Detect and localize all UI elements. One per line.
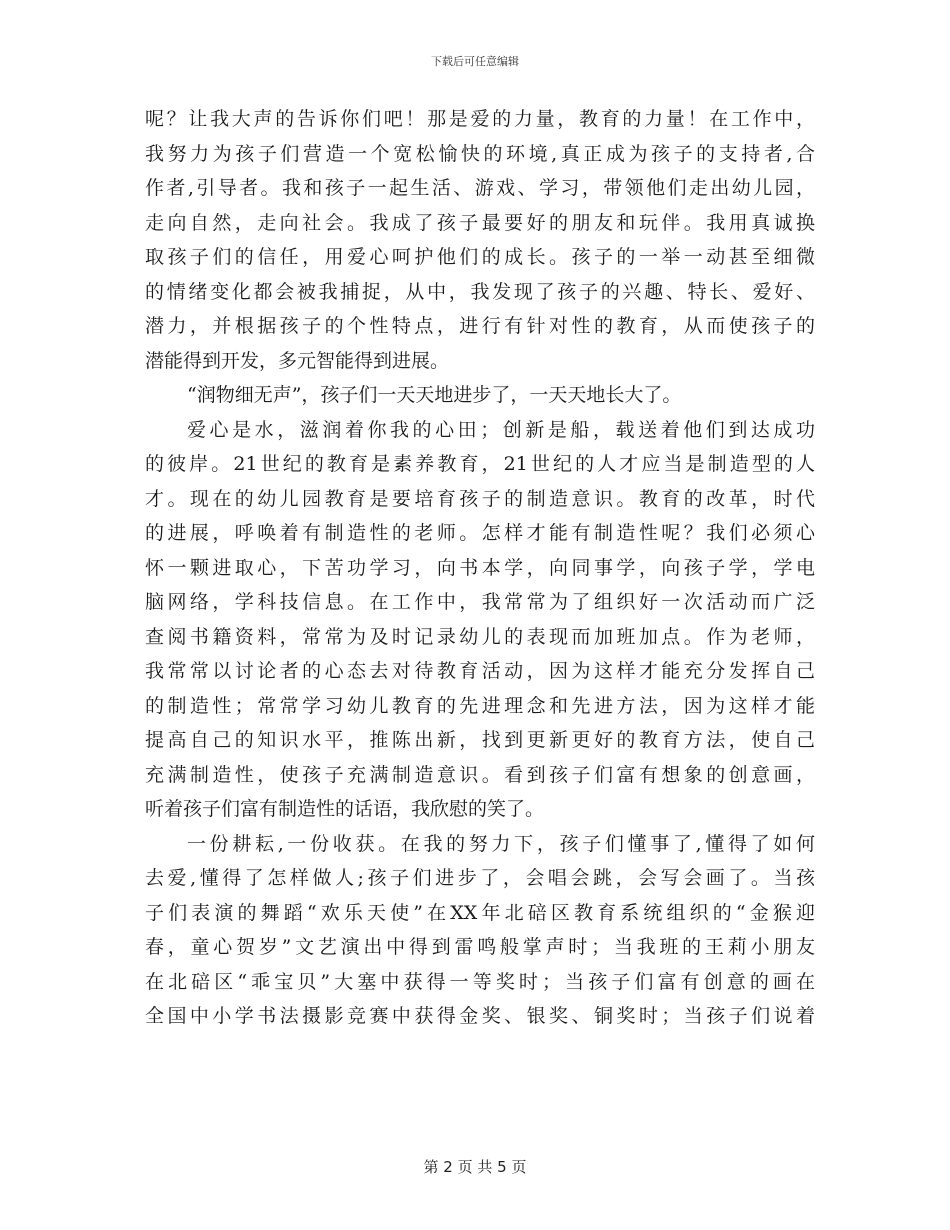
paragraph-4-line-6: 全国中小学书法摄影竞赛中获得金奖、银奖、铜奖时；当孩子们说着 (145, 1005, 815, 1027)
paragraph-3-line-4: 的进展，呼唤着有制造性的老师。怎样才能有制造性呢？我们必须心 (145, 522, 815, 544)
page-header-note: 下载后可任意编辑 (431, 55, 519, 68)
paragraph-3-line-7: 查阅书籍资料，常常为及时记录幼儿的表现而加班加点。作为老师， (145, 625, 815, 648)
paragraph-3-line-11: 充满制造性，使孩子充满制造意识。看到孩子们富有想象的创意画， (145, 763, 815, 786)
paragraph-1-line-5: 取孩子们的信任，用爱心呵护他们的成长。孩子的一举一动甚至细微 (145, 246, 815, 268)
paragraph-3-line-9: 的制造性；常常学习幼儿教育的先进理念和先进方法，因为这样才能 (145, 694, 815, 717)
paragraph-4-line-2: 去爱,懂得了怎样做人;孩子们进步了，会唱会跳，会写会画了。当孩 (145, 867, 815, 889)
paragraph-1-line-1: 呢？让我大声的告诉你们吧！那是爱的力量，教育的力量！在工作中， (145, 108, 815, 130)
paragraph-4-line-5: 在北碚区“乖宝贝”大塞中获得一等奖时；当孩子们富有创意的画在 (145, 970, 815, 993)
paragraph-1-line-3: 作者,引导者。我和孩子一起生活、游戏、学习，带领他们走出幼儿园， (145, 177, 815, 199)
paragraph-1-line-2: 我努力为孩子们营造一个宽松愉快的环境,真正成为孩子的支持者,合 (145, 142, 815, 165)
paragraph-4-line-4: 春，童心贺岁”文艺演出中得到雷鸣般掌声时；当我班的王莉小朋友 (145, 936, 815, 958)
paragraph-1-line-7: 潜力，并根据孩子的个性特点，进行有针对性的教育，从而使孩子的 (145, 315, 815, 337)
paragraph-1-line-6: 的情绪变化都会被我捕捉，从中，我发现了孩子的兴趣、特长、爱好、 (145, 280, 815, 303)
paragraph-3-line-3: 才。现在的幼儿园教育是要培育孩子的制造意识。教育的改革，时代 (145, 487, 815, 510)
paragraph-4-line-3: 子们表演的舞蹈“欢乐天使”在XX年北碚区教育系统组织的“金猴迎 (145, 901, 815, 924)
paragraph-3-line-5: 怀一颗进取心，下苦功学习，向书本学，向同事学，向孩子学，学电 (145, 556, 815, 579)
paragraph-3-line-2: 的彼岸。21世纪的教育是素养教育，21世纪的人才应当是制造型的人 (145, 453, 815, 475)
paragraph-1-line-8: 潜能得到开发，多元智能得到进展。 (145, 349, 450, 372)
paragraph-3-line-1: 爱心是水，滋润着你我的心田；创新是船，载送着他们到达成功 (187, 418, 815, 441)
paragraph-3-line-6: 脑网络，学科技信息。在工作中，我常常为了组织好一次活动而广泛 (145, 591, 815, 613)
paragraph-3-line-12: 听着孩子们富有制造性的话语，我欣慰的笑了。 (145, 798, 545, 820)
document-body (145, 102, 815, 1034)
paragraph-2-line-1: “润物细无声”，孩子们一天天地进步了，一天天地长大了。 (187, 384, 682, 406)
paragraph-1-line-4: 走向自然，走向社会。我成了孩子最要好的朋友和玩伴。我用真诚换 (145, 211, 815, 234)
page-number: 第 2 页 共 5 页 (423, 1158, 527, 1176)
paragraph-4-line-1: 一份耕耘,一份收获。在我的努力下，孩子们懂事了,懂得了如何 (187, 832, 815, 855)
paragraph-3-line-8: 我常常以讨论者的心态去对待教育活动，因为这样才能充分发挥自己 (145, 660, 815, 682)
paragraph-3-line-10: 提高自己的知识水平，推陈出新，找到更新更好的教育方法，使自己 (145, 729, 815, 751)
